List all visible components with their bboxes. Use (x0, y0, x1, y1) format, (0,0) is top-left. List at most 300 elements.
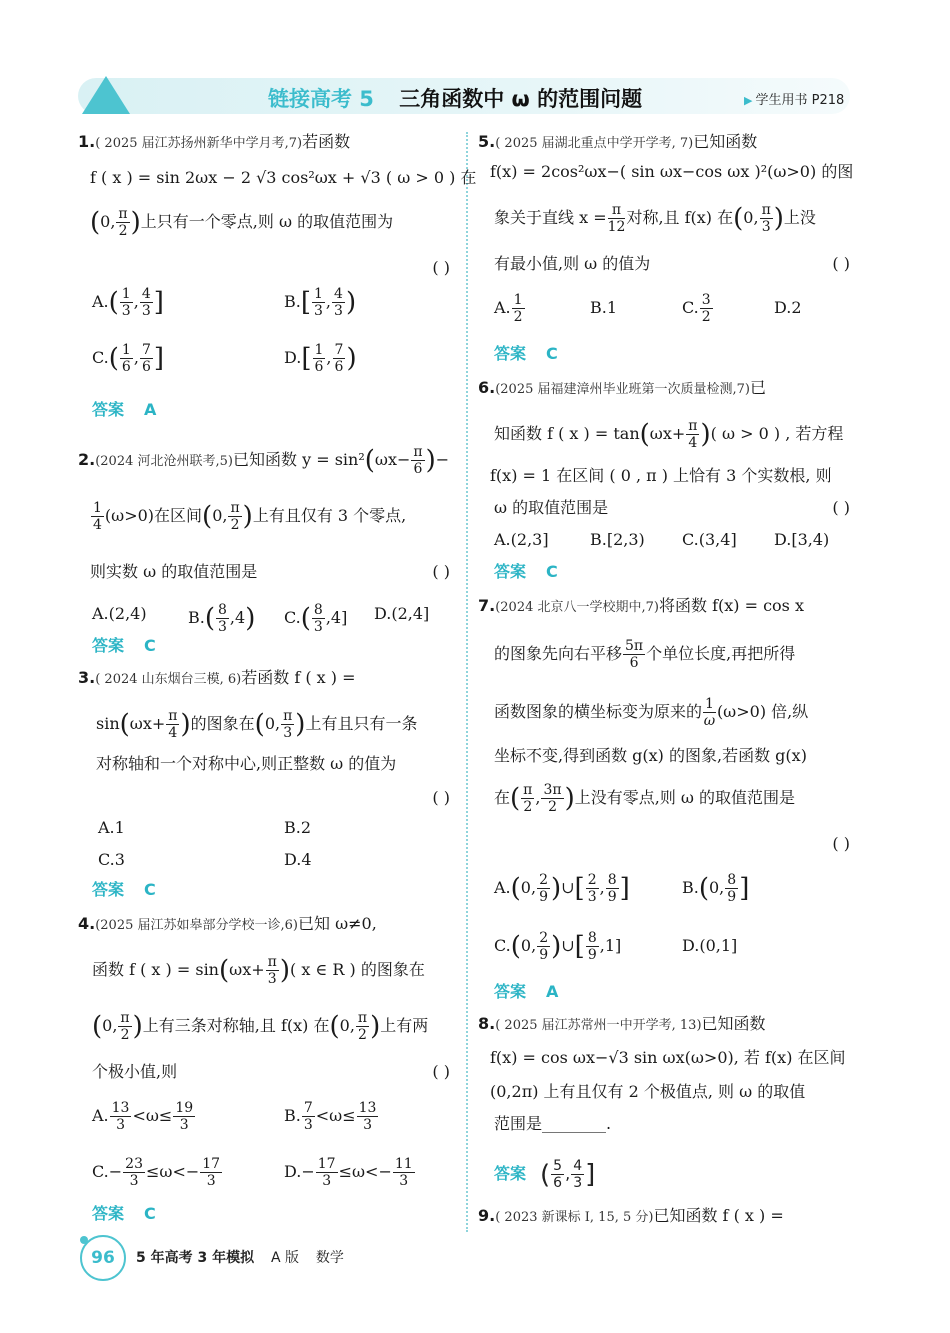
fraction (686, 418, 699, 451)
frac-den: 9 (539, 947, 549, 963)
option-d (284, 1156, 416, 1189)
fraction (623, 638, 645, 671)
paren-close: ) (550, 873, 562, 904)
fraction (760, 202, 773, 235)
union-sign: ∪ (561, 878, 575, 897)
question-source: (2025 届江苏如皋部分学校一诊,6) (95, 918, 298, 933)
frac-den: 3 (267, 971, 277, 987)
answer-blank: ( ) (832, 834, 850, 853)
frac-num: 1 (314, 286, 323, 302)
inequality: <ω≤ (132, 1106, 173, 1125)
frac-den: 9 (727, 889, 737, 905)
frac-num: 3 (701, 292, 711, 308)
frac-den: 9 (539, 889, 548, 905)
student-book-ref (744, 89, 844, 108)
footer-book-info (136, 1247, 356, 1267)
answer-blank: ( ) (432, 258, 450, 277)
right-column (478, 128, 852, 1228)
frac-den: 6 (121, 359, 131, 375)
paren-close: ) (245, 603, 256, 634)
option-label: B. (284, 1106, 301, 1125)
frac-num: 1 (121, 286, 131, 302)
comma: , (326, 348, 332, 367)
fraction (312, 602, 325, 635)
bracket-open: [ (574, 873, 585, 904)
frac-den: 3 (141, 303, 151, 319)
option-a: A.(0, $\frac{2}{9}$ )∪[ $\frac{2}{3}$ , $\frac{8}{9}$ ] (494, 872, 630, 905)
question-text: 个极小值,则 (92, 1062, 178, 1081)
comma: ,4] (325, 608, 348, 627)
option-label: C.− (92, 1162, 123, 1181)
frac-den: ω (703, 713, 716, 729)
question-text: 已知函数 y = sin² (232, 450, 365, 469)
question-text: 上有且只有一条 (305, 714, 418, 733)
frac-num: π (230, 500, 240, 516)
frac-num: π (118, 206, 128, 222)
question-text: 上有两 (380, 1016, 429, 1035)
question-text: 已知函数 (701, 1014, 766, 1033)
interval-left: 0, (743, 208, 759, 227)
question-text: 对称轴和一个对称中心,则正整数 ω 的值为 (96, 754, 397, 773)
frac-den: 3 (314, 303, 323, 319)
question-text: f(x) = 1 在区间 ( 0 , π ) 上恰有 3 个实数根, 则 (490, 466, 832, 485)
frac-den: 2 (701, 309, 711, 325)
paren-close: ) (295, 709, 306, 740)
comma: , (133, 348, 139, 367)
paren-open: ( (540, 1159, 551, 1190)
option-a (92, 1100, 196, 1133)
paren-open: ( (639, 419, 650, 450)
frac-den: 9 (587, 947, 597, 963)
answer-blank: ( ) (432, 562, 450, 581)
option-b: B.(0, $\frac{8}{9}$ ] (682, 872, 750, 905)
fraction (316, 1156, 338, 1189)
option-label: C. (682, 298, 699, 317)
frac-num: 1 (705, 696, 714, 712)
fraction (281, 708, 294, 741)
question-text: 函数 f ( x ) = sin (92, 960, 219, 979)
inequality: <ω≤ (315, 1106, 356, 1125)
fraction (116, 206, 129, 239)
fraction (571, 1158, 584, 1191)
option-b: B.1 (590, 298, 618, 317)
paren-open: ( (510, 783, 521, 814)
fraction (356, 1010, 369, 1043)
fraction (411, 444, 424, 477)
frac-num: 8 (587, 930, 597, 946)
option-label: C. (494, 936, 511, 955)
left-column (78, 128, 477, 1228)
option-d: D.2 (774, 298, 802, 317)
frac-num: π (608, 202, 626, 219)
union-sign: ∪ (561, 936, 575, 955)
answer-value: C (144, 636, 156, 655)
answer-blank: ( ) (832, 498, 850, 517)
answer-value: C (144, 880, 156, 899)
frac-den: 2 (513, 309, 523, 325)
frac-den: 3 (129, 1173, 139, 1189)
frac-den: 3 (761, 219, 771, 235)
question-text: 象关于直线 x = (494, 208, 607, 227)
answer-label: 答案 (494, 344, 527, 363)
fraction (332, 286, 345, 319)
option-label: A. (92, 1106, 109, 1125)
paren-open: ( (300, 603, 311, 634)
frac-den: 2 (230, 517, 240, 533)
triangle-icon (82, 76, 130, 114)
frac-den: 3 (179, 1117, 189, 1133)
question-text: ωx+ (129, 714, 166, 733)
question-text: ( ω > 0 ) , 若方程 (710, 424, 844, 443)
frac-num: 13 (111, 1100, 130, 1116)
question-text: 若函数 (302, 132, 351, 151)
paren-open: ( (108, 287, 119, 318)
book-subject: 数学 (315, 1250, 344, 1266)
question-number: 5. (478, 132, 496, 151)
frac-den: 2 (548, 799, 557, 815)
answer (92, 634, 156, 658)
option-label: D.− (284, 1162, 315, 1181)
frac-den: 3 (334, 303, 343, 319)
answer (494, 1158, 595, 1191)
option-b (284, 286, 356, 319)
ref-text: 学生用书 P218 (755, 93, 845, 108)
fraction (537, 930, 550, 963)
frac-den: 3 (218, 619, 227, 635)
frac-den: 6 (413, 461, 423, 477)
paren-close: ) (242, 501, 253, 532)
fraction (313, 342, 326, 375)
frac-num: 11 (394, 1156, 413, 1172)
question-text: 将函数 f(x) = cos x (658, 596, 804, 615)
bracket-close: ] (153, 343, 165, 374)
question-source: (2024 河北沧州联考,5) (95, 454, 233, 469)
answer-label: 答案 (92, 1204, 125, 1223)
paren-open: ( (202, 501, 213, 532)
interval-left: 0, (102, 1016, 118, 1035)
paren-open: ( (108, 343, 119, 374)
frac-num: π (357, 1010, 368, 1026)
fraction (120, 286, 133, 319)
answer-value: C (144, 1204, 156, 1223)
option-a: A.1 (98, 818, 125, 837)
option-label: B. (188, 608, 205, 627)
frac-num: 19 (175, 1100, 194, 1116)
frac-num: 5 (553, 1158, 563, 1174)
fraction (608, 202, 626, 235)
paren-close: ) (180, 709, 191, 740)
frac-num: 3π (543, 782, 562, 798)
option-c: C.3 (98, 850, 125, 869)
frac-den: 3 (313, 619, 323, 635)
paren-close: ) (345, 287, 357, 318)
fraction (110, 1100, 132, 1133)
option-d: D.(2,4] (374, 604, 430, 623)
fraction (357, 1100, 379, 1133)
frac-den: 3 (121, 303, 131, 319)
question-number: 2. (78, 450, 96, 469)
minus-sign: − (435, 450, 450, 469)
frac-den: 2 (120, 1027, 130, 1043)
question-number: 3. (78, 668, 96, 687)
question-text: f(x) = cos ωx−√3 sin ωx(ω>0), 若 f(x) 在区间 (490, 1048, 846, 1067)
frac-num: 8 (607, 872, 617, 888)
question-source: ( 2025 届江苏扬州新华中学月考,7) (95, 136, 303, 151)
option-d: D.[3,4) (774, 530, 830, 549)
fraction (537, 872, 550, 905)
frac-den: 2 (523, 799, 533, 815)
fraction (333, 342, 346, 375)
frac-num: π (283, 708, 293, 724)
frac-den: 3 (587, 889, 597, 905)
interval-left: 0, (100, 212, 116, 231)
frac-den: 3 (399, 1173, 409, 1189)
frac-num: 8 (218, 602, 227, 618)
frac-num: 7 (303, 1100, 313, 1116)
frac-num: π (413, 444, 423, 460)
frac-num: 23 (125, 1156, 143, 1172)
question-source: ( 2023 新课标 Ⅰ, 15, 5 分) (495, 1210, 654, 1225)
option-label: B. (284, 292, 301, 311)
frac-num: 7 (141, 342, 151, 358)
answer-label: 答案 (494, 982, 527, 1001)
frac-den: 3 (283, 725, 293, 741)
question-number: 7. (478, 596, 496, 615)
bracket-close: ] (153, 287, 164, 318)
fraction (302, 1100, 315, 1133)
frac-num: 8 (313, 602, 323, 618)
frac-den: 3 (116, 1117, 126, 1133)
bracket-close: ] (619, 873, 630, 904)
frac-num: 4 (573, 1158, 583, 1174)
bracket-close: ] (739, 873, 750, 904)
bracket-open: [ (300, 287, 311, 318)
question-text: ( x ∈ R ) 的图象在 (290, 960, 425, 979)
question-text: 则实数 ω 的取值范围是 (90, 562, 258, 581)
paren-close: ) (425, 445, 436, 476)
paren-close: ) (346, 343, 357, 374)
paren-close: ) (370, 1011, 381, 1042)
paren-close: ) (564, 783, 575, 814)
question-text: 个单位长度,再把所得 (646, 644, 796, 663)
question-text: 范围是________. (494, 1114, 612, 1133)
paren-close: ) (130, 207, 141, 238)
answer (494, 980, 558, 1004)
fraction (173, 1100, 195, 1133)
frac-num: 5π (625, 638, 644, 654)
arrow-icon: ▶ (744, 94, 753, 107)
option-label: A. (92, 292, 109, 311)
fraction (586, 872, 599, 905)
paren-open: ( (254, 709, 265, 740)
paren-close: ) (279, 955, 290, 986)
question-text: f ( x ) = sin 2ωx − 2 √3 cos²ωx + √3 ( ω > 0 ) 在 (90, 168, 477, 187)
option-a: A.(2,4) (92, 604, 147, 623)
frac-num: 17 (202, 1156, 221, 1172)
question-text: (0,2π) 上有且仅有 2 个极值点, 则 ω 的取值 (490, 1082, 806, 1101)
question-text: 已 (749, 378, 766, 397)
frac-num: π (761, 202, 771, 218)
answer (494, 560, 558, 584)
comma: , (565, 1164, 571, 1183)
fraction (606, 872, 619, 905)
fraction (216, 602, 229, 635)
frac-num: 2 (539, 930, 549, 946)
answer-value: A (144, 400, 157, 419)
question-number: 9. (478, 1206, 496, 1225)
question-text: 已知函数 f ( x ) = (653, 1206, 784, 1225)
frac-den: 4 (93, 517, 102, 533)
interval-left: 0, (339, 1016, 355, 1035)
answer-value: C (546, 562, 558, 581)
comma: , (599, 878, 605, 897)
paren-close: ) (551, 931, 562, 962)
option-b (284, 1100, 379, 1133)
paren-open: ( (510, 873, 521, 904)
question-text: 上只有一个零点,则 ω 的取值范围为 (140, 212, 394, 231)
option-a (494, 292, 526, 325)
question-number: 6. (478, 378, 496, 397)
book-edition: A 版 (270, 1250, 300, 1266)
option-label: A. (494, 298, 511, 317)
question-text: (ω>0)在区间 (104, 506, 203, 525)
bracket-open: [ (574, 931, 585, 962)
frac-den: 4 (168, 725, 178, 741)
frac-num: 4 (141, 286, 151, 302)
option-d: D.4 (284, 850, 312, 869)
frac-den: 3 (573, 1175, 583, 1191)
option-d: D.(0,1] (682, 936, 738, 955)
answer (92, 878, 156, 902)
option-a: A.(2,3] (494, 530, 549, 549)
fraction (140, 342, 153, 375)
frac-den: 6 (629, 655, 639, 671)
frac-num: 1 (513, 292, 523, 308)
question-source: ( 2024 山东烟台三模, 6) (95, 672, 242, 687)
frac-den: 6 (334, 359, 344, 375)
option-c: C.(0, $\frac{2}{9}$ )∪[ $\frac{8}{9}$ ,1] (494, 930, 622, 963)
frac-num: π (267, 954, 277, 970)
bracket-open: [ (301, 343, 312, 374)
answer (494, 342, 558, 366)
paren-open: ( (698, 873, 709, 904)
question-text: 上有三条对称轴,且 f(x) 在 (142, 1016, 330, 1035)
frac-num: 1 (93, 500, 102, 516)
section-main-title: 三角函数中 ω 的范围问题 (399, 87, 643, 111)
question-text: 已知 ω≠0, (297, 914, 377, 933)
question-text: ω 的取值范围是 (494, 498, 609, 517)
fraction (586, 930, 599, 963)
frac-den: 3 (363, 1117, 372, 1133)
fraction (521, 782, 534, 815)
answer-value: C (546, 344, 558, 363)
question-text: 函数图象的横坐标变为原来的 (494, 702, 703, 721)
comma: ,1] (599, 936, 622, 955)
frac-den: 9 (607, 889, 617, 905)
frac-num: π (120, 1010, 130, 1026)
frac-den: 12 (607, 219, 626, 235)
fraction (512, 292, 525, 325)
question-source: (2024 北京八一学校期中,7) (495, 600, 659, 615)
fraction (725, 872, 738, 905)
question-text: ωx+ (229, 960, 265, 979)
question-text: 的图象在 (190, 714, 255, 733)
answer-label: 答案 (494, 1164, 527, 1183)
answer-blank: ( ) (832, 254, 850, 273)
fraction (228, 500, 241, 533)
frac-num: 8 (727, 872, 737, 888)
frac-den: 3 (303, 1117, 313, 1133)
frac-den: 3 (206, 1173, 216, 1189)
question-text: sin (96, 714, 120, 733)
frac-den: 2 (118, 223, 128, 239)
frac-den: 2 (358, 1027, 367, 1043)
paren-open: ( (364, 445, 375, 476)
question-text: (ω>0) 倍,纵 (716, 702, 809, 721)
answer-label: 答案 (92, 880, 125, 899)
interval-left: 0, (264, 714, 281, 733)
column-divider (466, 132, 468, 1232)
fraction (312, 286, 325, 319)
frac-den: 6 (141, 359, 151, 375)
frac-num: 2 (587, 872, 597, 888)
option-c (682, 292, 714, 325)
question-text: f(x) = 2cos²ωx−( sin ωx−cos ωx )²(ω>0) 的图 (490, 162, 854, 181)
fraction (200, 1156, 222, 1189)
frac-num: 4 (334, 286, 343, 302)
option-c (284, 602, 347, 635)
frac-num: π (688, 418, 698, 434)
comma: ,4 (229, 608, 246, 627)
question-text: 的图象先向右平移 (494, 644, 623, 663)
frac-num: 2 (539, 872, 548, 888)
question-text: 对称,且 f(x) 在 (626, 208, 734, 227)
frac-num: 7 (334, 342, 344, 358)
frac-den: 4 (688, 435, 698, 451)
fraction (123, 1156, 145, 1189)
fraction (91, 500, 104, 533)
question-text: 坐标不变,得到函数 g(x) 的图象,若函数 g(x) (494, 746, 807, 765)
question-source: ( 2025 届湖北重点中学开学考, 7) (495, 136, 694, 151)
answer-value: A (546, 982, 559, 1001)
inequality: ≤ω<− (338, 1162, 392, 1181)
fraction (393, 1156, 415, 1189)
option-d (284, 342, 357, 375)
option-label: A. (494, 878, 511, 897)
question-text: 上没 (783, 208, 816, 227)
answer-blank: ( ) (432, 788, 450, 807)
answer (92, 398, 156, 422)
question-number: 1. (78, 132, 96, 151)
paren-open: ( (90, 207, 101, 238)
answer-label: 答案 (92, 636, 125, 655)
comma: , (535, 788, 541, 807)
option-label: C. (284, 608, 301, 627)
bracket-close: ] (585, 1159, 596, 1190)
fraction (166, 708, 179, 741)
question-number: 8. (478, 1014, 496, 1033)
option-a (92, 286, 164, 319)
option-label: C. (92, 348, 109, 367)
decor-dot (80, 1236, 88, 1244)
question-text: 若函数 f ( x ) = (241, 668, 356, 687)
question-text: ωx+ (649, 424, 686, 443)
question-number: 4. (78, 914, 96, 933)
interval-left: 0, (212, 506, 228, 525)
fraction (120, 342, 133, 375)
answer (92, 1202, 156, 1226)
option-b (188, 602, 255, 635)
